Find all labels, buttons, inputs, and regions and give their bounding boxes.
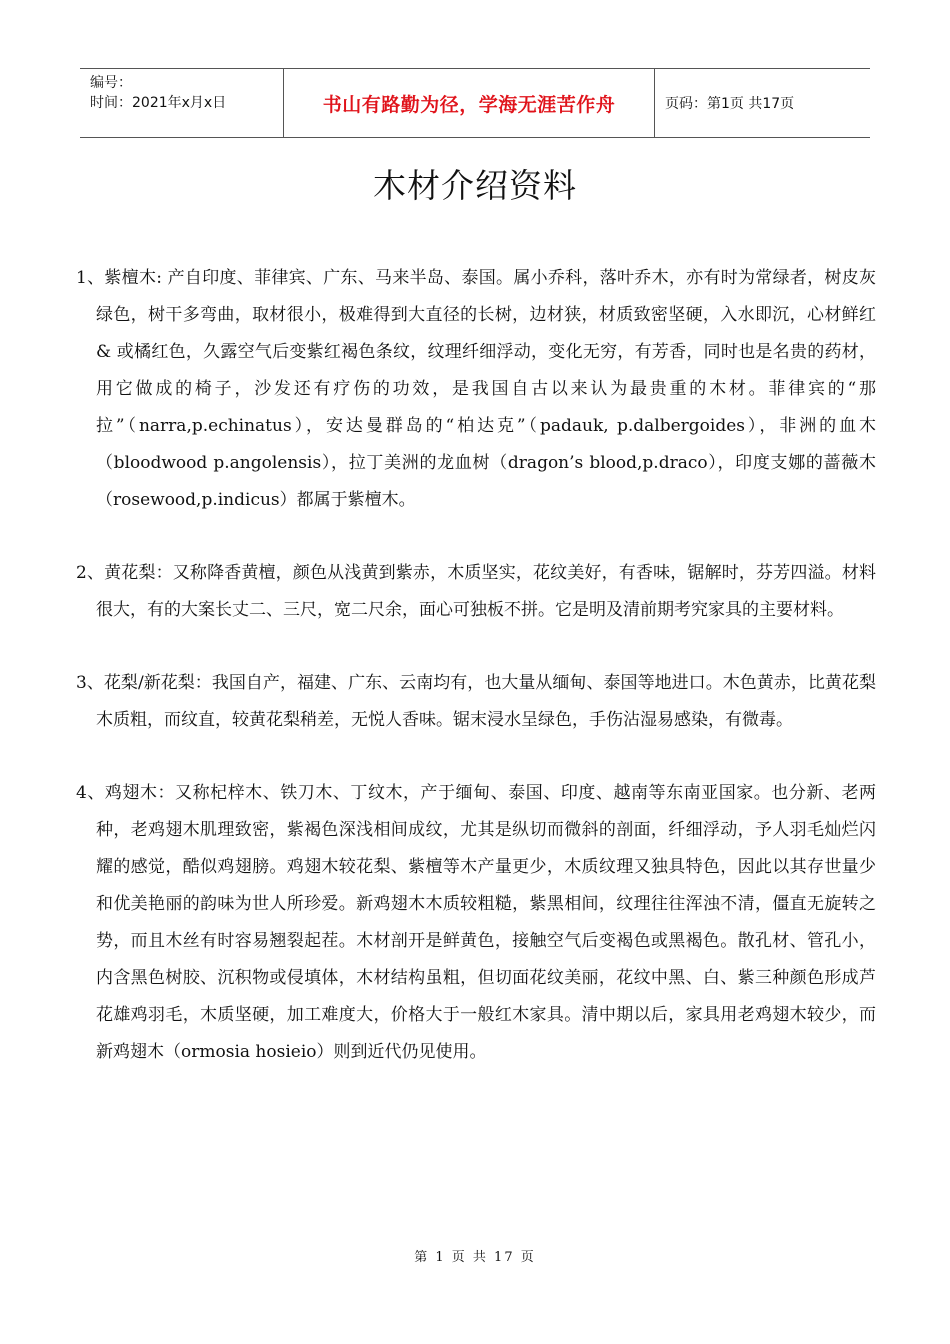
paragraph-3: 3、花梨/新花梨：我国自产，福建、广东、云南均有，也大量从缅甸、泰国等地进口。木色黄赤，比黄花梨木质粗，而纹直，较黄花梨稍差，无悦人香味。锯末浸水呈绿色，手伤沾湿易感染，有微毒。 [76,673,876,730]
document-title: 木材介绍资料 [373,166,577,205]
document-header [80,68,870,138]
page-footer: 第 1 页 共 17 页 [414,1250,536,1265]
number-label: 编号： [90,75,132,91]
paragraph-1: 1、紫檀木: 产自印度、菲律宾、广东、马来半岛、泰国。属小乔科，落叶乔木，亦有时为常绿者，树皮灰绿色，树干多弯曲，取材很小，极难得到大直径的长树，边材狭，材质致密坚硬，入水即沉，心材鲜红& 或橘红色，久露空气后变紫红褐色条纹，纹理纤细浮动，变化无穷，有芳香，同时也是名贵的药材，用它做成的椅子，沙发还有疗伤的功效，是我国自古以来认为最贵重的木材。菲律宾的“那拉”（narra,p.echinatus），安达曼群岛的“柏达克”（padauk, p.dalbergoides），非洲的血木（bloodwood p.angolensis），拉丁美洲的龙血树（dragon’s blood,p.draco），印度支娜的蔷薇木（rosewood,p.indicus）都属于紫檀木。 [76,268,876,510]
header-meta [80,69,283,137]
time-label: 时间：2021年x月x日 [90,95,227,111]
header-page-info: 页码：第1页 共17页 [665,96,795,112]
paragraph-4: 4、鸡翅木：又称杞梓木、铁刀木、丁纹木，产于缅甸、泰国、印度、越南等东南亚国家。也分新、老两种，老鸡翅木肌理致密，紫褐色深浅相间成纹，尤其是纵切而微斜的剖面，纤细浮动，予人羽毛灿烂闪耀的感觉，酷似鸡翅膀。鸡翅木较花梨、紫檀等木产量更少，木质纹理又独具特色，因此以其存世量少和优美艳丽的韵味为世人所珍爱。新鸡翅木木质较粗糙，紫黑相间，纹理往往浑浊不清，僵直无旋转之势，而且木丝有时容易翘裂起茬。木材剖开是鲜黄色，接触空气后变褐色或黑褐色。散孔材、管孔小，内含黑色树胶、沉积物或侵填体，木材结构虽粗，但切面花纹美丽，花纹中黑、白、紫三种颜色形成芦花雄鸡羽毛，木质坚硬，加工难度大，价格大于一般红木家具。清中期以后，家具用老鸡翅木较少，而新鸡翅木（ormosia hosieio）则到近代仍见使用。 [76,783,876,1062]
header-motto: 书山有路勤为径，学海无涯苦作舟 [283,69,655,137]
document-body [76,260,876,1107]
paragraph-2: 2、黄花梨：又称降香黄檀，颜色从浅黄到紫赤，木质坚实，花纹美好，有香味，锯解时，芬芳四溢。材料很大，有的大案长丈二、三尺，宽二尺余，面心可独板不拼。它是明及清前期考究家具的主要材料。 [76,563,876,620]
